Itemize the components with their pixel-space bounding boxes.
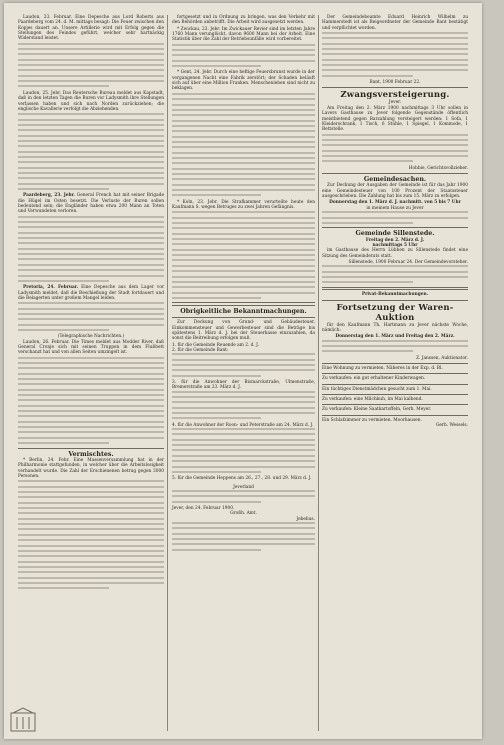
text-block xyxy=(18,43,164,88)
section-heading: Vermischtes. xyxy=(68,450,114,458)
text-block xyxy=(322,211,468,224)
notice-paragraph: für den Kaufmann Th. Hartmann zu Jever nächste Woche, nämlich: xyxy=(322,322,468,333)
auction-title: Fortsetzung der Waren-Auktion xyxy=(336,302,454,323)
divider xyxy=(322,173,468,174)
article-paragraph xyxy=(18,193,164,214)
meeting-time: nachmittags 5 Uhr xyxy=(372,243,418,249)
list-item xyxy=(322,366,468,371)
notice-text: Zur Deckung von Grund- und Gebäudesteuer, Einkommensteuer und Gewerbesteuer sind die Beträge bis spätestens 1. März d. J. bei der Steuerkasse einzuzahlen, da sonst die Beitreibung erfolgen muß. xyxy=(172,320,315,342)
section-heading: Gemeindesachen. xyxy=(363,175,427,183)
notice-date: Donnerstag den 1. März d. J. nachmitt. von 5 bis 7 Uhr xyxy=(329,200,461,206)
archive-stamp-icon xyxy=(10,707,36,733)
divider xyxy=(322,415,468,416)
ad-text: Eine Wohnung zu vermieten. Näheres in der Exp. d. Bl. xyxy=(322,366,443,372)
ad-text: Zu verkaufen: eine Milchkuh, im Mai kalbend. xyxy=(322,397,423,403)
article-paragraph: fortgesetzt und in Ordnung zu bringen, was den Verkehr mit den Behörden anbetrifft. Die Arbeit wird ausgesetzt werden. xyxy=(172,15,315,26)
text-block xyxy=(18,216,164,282)
section-heading: Zwangsversteigerung. xyxy=(340,90,450,101)
list-item: 2. für die Gemeinde Bant: xyxy=(172,347,229,353)
divider xyxy=(172,302,315,306)
signature-name: Hobbie, Gerichtsvollzieher. xyxy=(408,165,468,171)
notice-paragraph: Zur Deckung der Ausgaben der Gemeinde ist für das Jahr 1900 eine Gemeindesteuer von 100 Prozent der Staatssteuer ausgeschrieben. Die Zahlung hat bis zum 15. März zu erfolgen. xyxy=(322,183,468,200)
divider xyxy=(322,384,468,385)
list-item: 4. für die Anwohner der Roon- und Peterstraße am 24. März d. J. xyxy=(172,422,314,428)
section-heading: Obrigkeitliche Bekanntmachungen. xyxy=(180,307,307,315)
article-paragraph: * Koln, 23. Jebr. Die Strafkammer verurteilte heute den Kaufmann S. wegen Betruges zu zwei Jahren Gefängnis. xyxy=(172,199,315,211)
signature-place: Jeverland xyxy=(233,484,254,490)
signature-office: Großh. Amt. xyxy=(230,511,257,517)
article-paragraph xyxy=(18,285,164,301)
column-left xyxy=(18,15,164,593)
text-block xyxy=(322,134,468,163)
auction-days: Donnerstag den 1. März und Freitag den 2. März. xyxy=(335,334,455,340)
column-middle xyxy=(172,15,315,554)
article-paragraph: * Zwickau, 23. Jebr. Im Zwickauer Revier sind im letzten Jahre 1760 Mann verunglückt, davon 9600 Mann bei der Arbeit. Eine Statistik über die Zahl der Betriebsunfälle wird vorbereitet. xyxy=(172,26,315,43)
list-item: 1. für die Gemeinde Reuende am 2. d. J. xyxy=(172,342,259,348)
divider xyxy=(322,227,468,228)
notice-list xyxy=(172,343,315,482)
ad-text: Zu verkaufen: ein gut erhaltener Kinderwagen. xyxy=(322,376,426,382)
notice-date: Bant, 1900 Februar 22. xyxy=(369,80,421,86)
text-block xyxy=(172,93,315,197)
text-block xyxy=(172,490,315,503)
text-block xyxy=(172,353,315,376)
text-block xyxy=(172,44,315,67)
article-paragraph: * Gent, 24. Jebr. Durch eine heftige Feuersbrunst wurde in der vergangenen Nacht eine Fabrik zerstört; der Schaden beläuft sich auf über eine Million Franken. Menschenleben sind nicht zu beklagen. xyxy=(172,70,315,92)
divider xyxy=(18,448,164,449)
article-paragraph: Laudon, 23. Februar. Eine Depesche aus Lord Roberts aus Paardeberg vom 24. d. M. mittags besagt: Die Feuer zwischen den Kopjes dauert an. Unsere Artillerie wird mit Erfolg gegen die Stellungen des Feindes geführt, welcher sehr hartnäckig Widerstand leistet. xyxy=(18,15,164,42)
column-divider xyxy=(167,15,168,731)
divider xyxy=(322,394,468,395)
text-block xyxy=(18,480,164,589)
ad-text: Ein Schlafzimmer zu vermieten. Moorhausen. xyxy=(322,417,422,423)
article-paragraph: * Berlin, 24. Febr. Eine Massenversammlung hat in der Philharmonie stattgefunden, in welcher über die Arbeitslosigkeit verhandelt wurde. Die Zahl der Erschienenen betrug gegen 3000 Personen. xyxy=(18,458,164,480)
signature-name: Sillenstede, 1900 Februar 24. Der Gemeindevorsteher. xyxy=(348,260,468,266)
column-right xyxy=(322,15,468,428)
article-paragraph: Laudon, 25. Jebr. Das Reutersche Bureau meldet aus Kapstadt, daß in den letzten Tagen die Buren vor Ladysmith ihre Stellungen verlassen haben und sich nach Norden zurückziehen; die englische Kavallerie verfolgt die Abziehenden. xyxy=(18,90,164,112)
text-block xyxy=(322,340,468,353)
signature-date: Jever, den 24. Februar 1900. xyxy=(172,505,235,511)
column-divider xyxy=(318,15,319,731)
text-block xyxy=(172,391,315,420)
divider xyxy=(322,87,468,88)
text-block xyxy=(18,357,164,445)
section-heading: Privat-Bekanntmachungen. xyxy=(361,292,429,298)
notice-paragraph: im Gasthause des Herrn Lübben zu Sillenstede findet eine Sitzung des Gemeinderats statt. xyxy=(322,248,468,259)
divider xyxy=(172,317,315,318)
text-block xyxy=(172,522,315,551)
divider xyxy=(322,300,468,301)
divider xyxy=(322,363,468,364)
signature-name: Z. Janssen, Auktionator. xyxy=(416,355,468,361)
list-item: 3. für die Anwohner der Bismarckstraße, Ulmenstraße, Bremerstraße am 23. März d. J. xyxy=(172,380,315,391)
divider xyxy=(322,404,468,405)
signature-name: Jebelius. xyxy=(296,516,315,522)
text-block xyxy=(18,113,164,190)
article-paragraph: Laudon, 26. Februar. Die Times meldet aus Modder River, daß General Cronje sich mit seinen Truppen in dem Flußbett verschanzt hat und von allen Seiten umzingelt ist. xyxy=(18,339,164,356)
divider xyxy=(322,373,468,374)
notice-paragraph: Am Freitag den 2. März 1900 nachmittags 3 Uhr sollen in Lavers Gasthause zu Jever folgende Gegenstände öffentlich meistbietend gegen Barzahlung versteigert werden: 1 Sofa, 1 Kleiderschrank, 1 Tisch, 6 Stühle, 1 Spiegel, 1 Kommode, 1 Bettstelle. xyxy=(322,105,468,133)
news-heading: (Telegraphische Nachrichten.) xyxy=(57,334,125,340)
dateline: Paardeberg, 23. Jebr. xyxy=(23,193,75,199)
divider xyxy=(322,287,468,291)
list-item: 5. für die Gemeinde Heppens am 26., 27., 28. und 29. März d. J. xyxy=(172,476,312,482)
ad-text: Ein tüchtiges Dienstmädchen gesucht zum 1. Mai. xyxy=(322,386,432,392)
text-block xyxy=(172,211,315,299)
article-text: General French hat mit seiner Brigade die Hügel im Osten besetzt. Die Verluste der Buren sollen bedeutend sein; die Engländer haben etwa 200 Mann an Toten und Verwundeten verloren. xyxy=(18,193,164,215)
dateline: Pretoria, 24. Februar. xyxy=(23,285,79,291)
text-block xyxy=(322,265,468,283)
signature-name: Gerh. Wessels. xyxy=(435,423,468,429)
sale-location: Jever. xyxy=(388,100,402,106)
notice-paragraph: Der Gemeindebeamte Eduard Heinrich Wilhelm zu Hammerstedt ist als Beigeordneter der Gemeinde Bant bestätigt und verpflichtet worden. xyxy=(322,15,468,31)
newspaper-page xyxy=(4,3,482,739)
text-block xyxy=(172,428,315,473)
meeting-date: Freitag den 2. März d. J. xyxy=(365,237,425,243)
text-block xyxy=(322,32,468,77)
notice-place: in meinem Hause zu Jever xyxy=(366,205,424,211)
ad-text: Zu verkaufen: Kleine Saatkartoffeln, Gerh. Meyer. xyxy=(322,407,432,413)
section-heading: Gemeinde Sillenstede. xyxy=(355,230,435,238)
text-block xyxy=(18,302,164,331)
article-text: Eine Depesche aus dem Lager vor Ladysmith meldet, daß die Beschießung der Stadt fortdauert und die Belagerten unter großem Mangel leiden. xyxy=(18,285,164,301)
